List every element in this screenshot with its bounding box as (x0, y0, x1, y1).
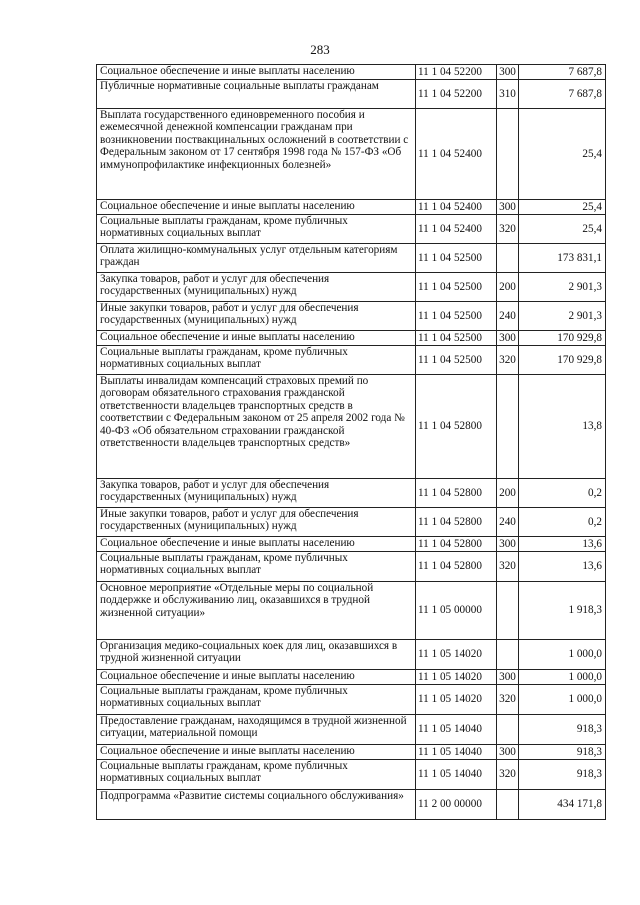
amount-cell: 13,6 (519, 552, 606, 582)
amount-cell: 7 687,8 (519, 80, 606, 109)
expense-name-cell: Социальные выплаты гражданам, кроме публичных нормативных социальных выплат (97, 552, 416, 582)
target-article-code-cell: 11 1 04 52400 (416, 109, 497, 200)
table-row (97, 346, 606, 375)
page-number: 283 (310, 42, 330, 57)
expense-name-cell: Оплата жилищно-коммунальных услуг отдельным категориям граждан (97, 244, 416, 273)
expense-name-cell: Социальные выплаты гражданам, кроме публичных нормативных социальных выплат (97, 215, 416, 244)
amount-cell: 170 929,8 (519, 346, 606, 375)
table-row (97, 760, 606, 790)
table-row (97, 640, 606, 670)
amount-cell: 13,6 (519, 537, 606, 552)
amount-cell: 0,2 (519, 508, 606, 537)
expense-name-cell: Выплата государственного единовременного пособия и ежемесячной денежной компенсации гражданам при возникновении поствакцинальных осложнений в соответствии с Федеральным законом от 17 сентября 1998 года № 157-ФЗ «Об иммунопрофилактике инфекционных болезней» (97, 109, 416, 200)
amount-cell: 1 918,3 (519, 582, 606, 640)
expense-name-cell: Социальное обеспечение и иные выплаты населению (97, 65, 416, 80)
expense-type-code-cell: 300 (497, 65, 519, 80)
expense-type-code-cell: 310 (497, 80, 519, 109)
expense-type-code-cell: 240 (497, 302, 519, 331)
expense-name-cell: Социальное обеспечение и иные выплаты населению (97, 331, 416, 346)
table-row (97, 375, 606, 479)
expense-name-cell: Подпрограмма «Развитие системы социального обслуживания» (97, 790, 416, 820)
amount-cell: 13,8 (519, 375, 606, 479)
target-article-code-cell: 11 1 04 52500 (416, 346, 497, 375)
target-article-code-cell: 11 1 04 52800 (416, 375, 497, 479)
expense-type-code-cell: 320 (497, 552, 519, 582)
table-body (97, 65, 606, 820)
expense-type-code-cell: 240 (497, 508, 519, 537)
amount-cell: 1 000,0 (519, 640, 606, 670)
expense-name-cell: Социальное обеспечение и иные выплаты населению (97, 745, 416, 760)
expense-name-cell: Закупка товаров, работ и услуг для обеспечения государственных (муниципальных) нужд (97, 273, 416, 302)
table-row (97, 200, 606, 215)
expense-name-cell: Предоставление гражданам, находящимся в трудной жизненной ситуации, материальной помощи (97, 715, 416, 745)
budget-table (96, 64, 606, 820)
amount-cell: 1 000,0 (519, 670, 606, 685)
target-article-code-cell: 11 2 00 00000 (416, 790, 497, 820)
table-row (97, 552, 606, 582)
expense-name-cell: Социальное обеспечение и иные выплаты населению (97, 537, 416, 552)
target-article-code-cell: 11 1 04 52800 (416, 479, 497, 508)
target-article-code-cell: 11 1 05 14040 (416, 745, 497, 760)
expense-name-cell: Организация медико-социальных коек для лиц, оказавшихся в трудной жизненной ситуации (97, 640, 416, 670)
target-article-code-cell: 11 1 05 14020 (416, 685, 497, 715)
table-row (97, 244, 606, 273)
target-article-code-cell: 11 1 04 52400 (416, 200, 497, 215)
expense-type-code-cell: 300 (497, 537, 519, 552)
expense-type-code-cell (497, 640, 519, 670)
target-article-code-cell: 11 1 04 52800 (416, 552, 497, 582)
expense-type-code-cell (497, 582, 519, 640)
table-row (97, 670, 606, 685)
table-row (97, 80, 606, 109)
expense-name-cell: Иные закупки товаров, работ и услуг для обеспечения государственных (муниципальных) нужд (97, 508, 416, 537)
target-article-code-cell: 11 1 04 52500 (416, 244, 497, 273)
amount-cell: 25,4 (519, 109, 606, 200)
amount-cell: 173 831,1 (519, 244, 606, 273)
target-article-code-cell: 11 1 04 52500 (416, 302, 497, 331)
amount-cell: 170 929,8 (519, 331, 606, 346)
expense-type-code-cell (497, 244, 519, 273)
table-row (97, 685, 606, 715)
target-article-code-cell: 11 1 04 52400 (416, 215, 497, 244)
table-row (97, 582, 606, 640)
target-article-code-cell: 11 1 04 52500 (416, 331, 497, 346)
expense-name-cell: Социальные выплаты гражданам, кроме публичных нормативных социальных выплат (97, 346, 416, 375)
expense-name-cell: Иные закупки товаров, работ и услуг для обеспечения государственных (муниципальных) нужд (97, 302, 416, 331)
table-row (97, 215, 606, 244)
table-row (97, 65, 606, 80)
amount-cell: 0,2 (519, 479, 606, 508)
target-article-code-cell: 11 1 04 52800 (416, 508, 497, 537)
table-row (97, 745, 606, 760)
table-row (97, 331, 606, 346)
expense-type-code-cell: 300 (497, 670, 519, 685)
expense-type-code-cell: 300 (497, 200, 519, 215)
table-row (97, 508, 606, 537)
expense-type-code-cell: 320 (497, 215, 519, 244)
amount-cell: 25,4 (519, 200, 606, 215)
amount-cell: 1 000,0 (519, 685, 606, 715)
target-article-code-cell: 11 1 04 52800 (416, 537, 497, 552)
amount-cell: 7 687,8 (519, 65, 606, 80)
expense-name-cell: Социальные выплаты гражданам, кроме публичных нормативных социальных выплат (97, 685, 416, 715)
expense-type-code-cell (497, 375, 519, 479)
amount-cell: 918,3 (519, 715, 606, 745)
expense-type-code-cell: 320 (497, 685, 519, 715)
expense-type-code-cell: 300 (497, 331, 519, 346)
amount-cell: 918,3 (519, 760, 606, 790)
expense-type-code-cell: 300 (497, 745, 519, 760)
expense-name-cell: Основное мероприятие «Отдельные меры по социальной поддержке и обслуживанию лиц, оказавшихся в трудной жизненной ситуации» (97, 582, 416, 640)
expense-name-cell: Социальное обеспечение и иные выплаты населению (97, 670, 416, 685)
expense-type-code-cell: 320 (497, 346, 519, 375)
table-row (97, 479, 606, 508)
expense-name-cell: Выплаты инвалидам компенсаций страховых премий по договорам обязательного страхования гражданской ответственности владельцев транспортных средств в соответствии с Федеральным законом от 25 апреля 2002 года № 40-ФЗ «Об обязательном страховании гражданской ответственности владельцев транспортных средств» (97, 375, 416, 479)
target-article-code-cell: 11 1 05 14040 (416, 760, 497, 790)
expense-type-code-cell: 200 (497, 479, 519, 508)
table-row (97, 109, 606, 200)
expense-type-code-cell: 200 (497, 273, 519, 302)
expense-name-cell: Социальное обеспечение и иные выплаты населению (97, 200, 416, 215)
expense-name-cell: Публичные нормативные социальные выплаты гражданам (97, 80, 416, 109)
amount-cell: 25,4 (519, 215, 606, 244)
target-article-code-cell: 11 1 05 00000 (416, 582, 497, 640)
table-row (97, 790, 606, 820)
amount-cell: 2 901,3 (519, 273, 606, 302)
amount-cell: 434 171,8 (519, 790, 606, 820)
target-article-code-cell: 11 1 05 14040 (416, 715, 497, 745)
target-article-code-cell: 11 1 05 14020 (416, 640, 497, 670)
expense-type-code-cell (497, 790, 519, 820)
expense-name-cell: Социальные выплаты гражданам, кроме публичных нормативных социальных выплат (97, 760, 416, 790)
table-row (97, 302, 606, 331)
target-article-code-cell: 11 1 04 52500 (416, 273, 497, 302)
expense-type-code-cell (497, 109, 519, 200)
table-row (97, 715, 606, 745)
table-row (97, 537, 606, 552)
amount-cell: 2 901,3 (519, 302, 606, 331)
table-row (97, 273, 606, 302)
target-article-code-cell: 11 1 05 14020 (416, 670, 497, 685)
expense-type-code-cell (497, 715, 519, 745)
target-article-code-cell: 11 1 04 52200 (416, 65, 497, 80)
expense-name-cell: Закупка товаров, работ и услуг для обеспечения государственных (муниципальных) нужд (97, 479, 416, 508)
target-article-code-cell: 11 1 04 52200 (416, 80, 497, 109)
expense-type-code-cell: 320 (497, 760, 519, 790)
amount-cell: 918,3 (519, 745, 606, 760)
